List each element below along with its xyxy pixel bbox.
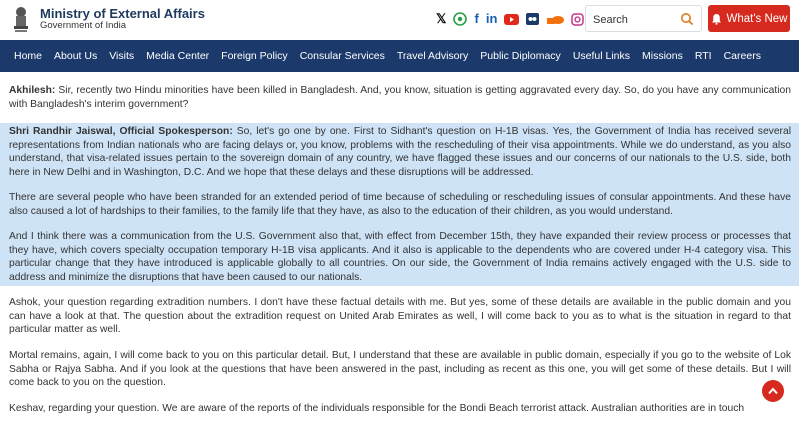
transcript-paragraph xyxy=(9,296,791,337)
soundcloud-icon[interactable] xyxy=(546,14,564,24)
site-header xyxy=(0,0,799,40)
whatsapp-icon[interactable] xyxy=(453,12,467,26)
chevron-up-icon xyxy=(768,387,778,395)
speaker-name: Shri Randhir Jaiswal, Official Spokesperson: xyxy=(9,126,233,137)
paragraph-text: So, let's go one by one. First to Sidhant's question on H-1B visas. Yes, the Government of India has received several representations from Indian nationals who are facing delays or, you know, problems with the rescheduling of their visa appointments. While we do understand, as you also understand, that visa-related issues pertain to the sovereign domain of any country, we have flagged these issues and our concerns of our nationals to the U.S. side, both here in New Delhi and in Washington, D.C. And we hope that these delays and these disruptions will be addressed. xyxy=(9,126,791,178)
transcript-paragraph xyxy=(9,402,791,416)
transcript-paragraph xyxy=(9,84,791,111)
search-input[interactable] xyxy=(591,10,680,29)
national-emblem-icon[interactable] xyxy=(11,5,31,35)
paragraph-text: And I think there was a communication from the U.S. Government also that, with effect from December 15th, they have expanded their review process or processes that they have, which covers specialty occupation temporary H-1B visa applicants. And it also is applicable to the dependents who are covered under H-4 category visa. This particular change that they have introduced is applicable globally to all countries. On our side, the Government of India remains actively engaged with the U.S. side to address and minimize the disruptions that have been caused to our nationals. xyxy=(9,231,791,283)
nav-item-missions[interactable]: Missions xyxy=(642,50,683,62)
transcript-paragraph xyxy=(9,349,791,390)
nav-item-about-us[interactable]: About Us xyxy=(54,50,98,62)
whats-new-button[interactable] xyxy=(708,5,790,32)
site-title[interactable]: Ministry of External Affairs xyxy=(40,6,205,21)
nav-item-useful-links[interactable]: Useful Links xyxy=(572,50,631,62)
main-nav xyxy=(0,40,799,72)
paragraph-text: There are several people who have been stranded for an extended period of time because of scheduling or rescheduling issues of consular appointments. And these have also caused a lot of hardships to their families, to the family life that they have, as also to the education of their children, as you would understand. xyxy=(9,192,791,217)
nav-item-rti[interactable]: RTI xyxy=(694,50,712,62)
bell-icon xyxy=(711,13,722,25)
site-subtitle: Government of India xyxy=(40,20,127,31)
paragraph-text: Mortal remains, again, I will come back to you on this particular detail. But, I understand that these are available in public domain, especially if you go to the website of Lok Sabha or Rajya Sabha. And if you look at the questions that have been answered in the past, including as recent as this one, you will get some of these details. But I will come back to you on the question. xyxy=(9,350,791,389)
search-icon[interactable] xyxy=(680,12,694,26)
speaker-name: Akhilesh: xyxy=(9,85,56,96)
paragraph-text: Ashok, your question regarding extradition numbers. I don't have these factual details with me. But yes, some of these details are available in the public domain and you can have a look at that. The question about the extradition request on United Arab Emirates as well, I will come back to you as to what is the situation in regard to that particular matter as well. xyxy=(9,297,791,336)
linkedin-icon[interactable]: in xyxy=(485,11,498,26)
flickr-icon[interactable] xyxy=(526,13,539,25)
nav-item-foreign-policy[interactable]: Foreign Policy xyxy=(221,50,288,62)
paragraph-text: Sir, recently two Hindu minorities have been killed in Bangladesh. And, you know, situation is getting aggravated every day. So, do you have any communication with Bangladesh's interim government? xyxy=(9,85,791,110)
nav-item-home[interactable]: Home xyxy=(14,50,43,62)
nav-item-visits[interactable]: Visits xyxy=(109,50,135,62)
nav-item-careers[interactable]: Careers xyxy=(723,50,761,62)
search-box xyxy=(585,5,702,32)
nav-item-media-center[interactable]: Media Center xyxy=(146,50,210,62)
whats-new-label: What's New xyxy=(726,12,788,25)
transcript-paragraph xyxy=(9,230,791,284)
facebook-icon[interactable]: f xyxy=(474,11,479,26)
nav-item-public-diplomacy[interactable]: Public Diplomacy xyxy=(480,50,561,62)
nav-item-travel-advisory[interactable]: Travel Advisory xyxy=(396,50,469,62)
instagram-icon[interactable] xyxy=(571,13,584,26)
youtube-icon[interactable] xyxy=(504,14,519,25)
transcript-paragraph xyxy=(9,125,791,179)
nav-item-consular-services[interactable]: Consular Services xyxy=(299,50,385,62)
x-icon[interactable]: 𝕏 xyxy=(436,11,447,26)
transcript-paragraph xyxy=(9,191,791,218)
scroll-to-top-button[interactable] xyxy=(762,380,784,402)
paragraph-text: Keshav, regarding your question. We are aware of the reports of the individuals responsible for the Bondi Beach terrorist attack. Australian authorities are in touch xyxy=(9,403,745,414)
social-links xyxy=(436,10,584,28)
